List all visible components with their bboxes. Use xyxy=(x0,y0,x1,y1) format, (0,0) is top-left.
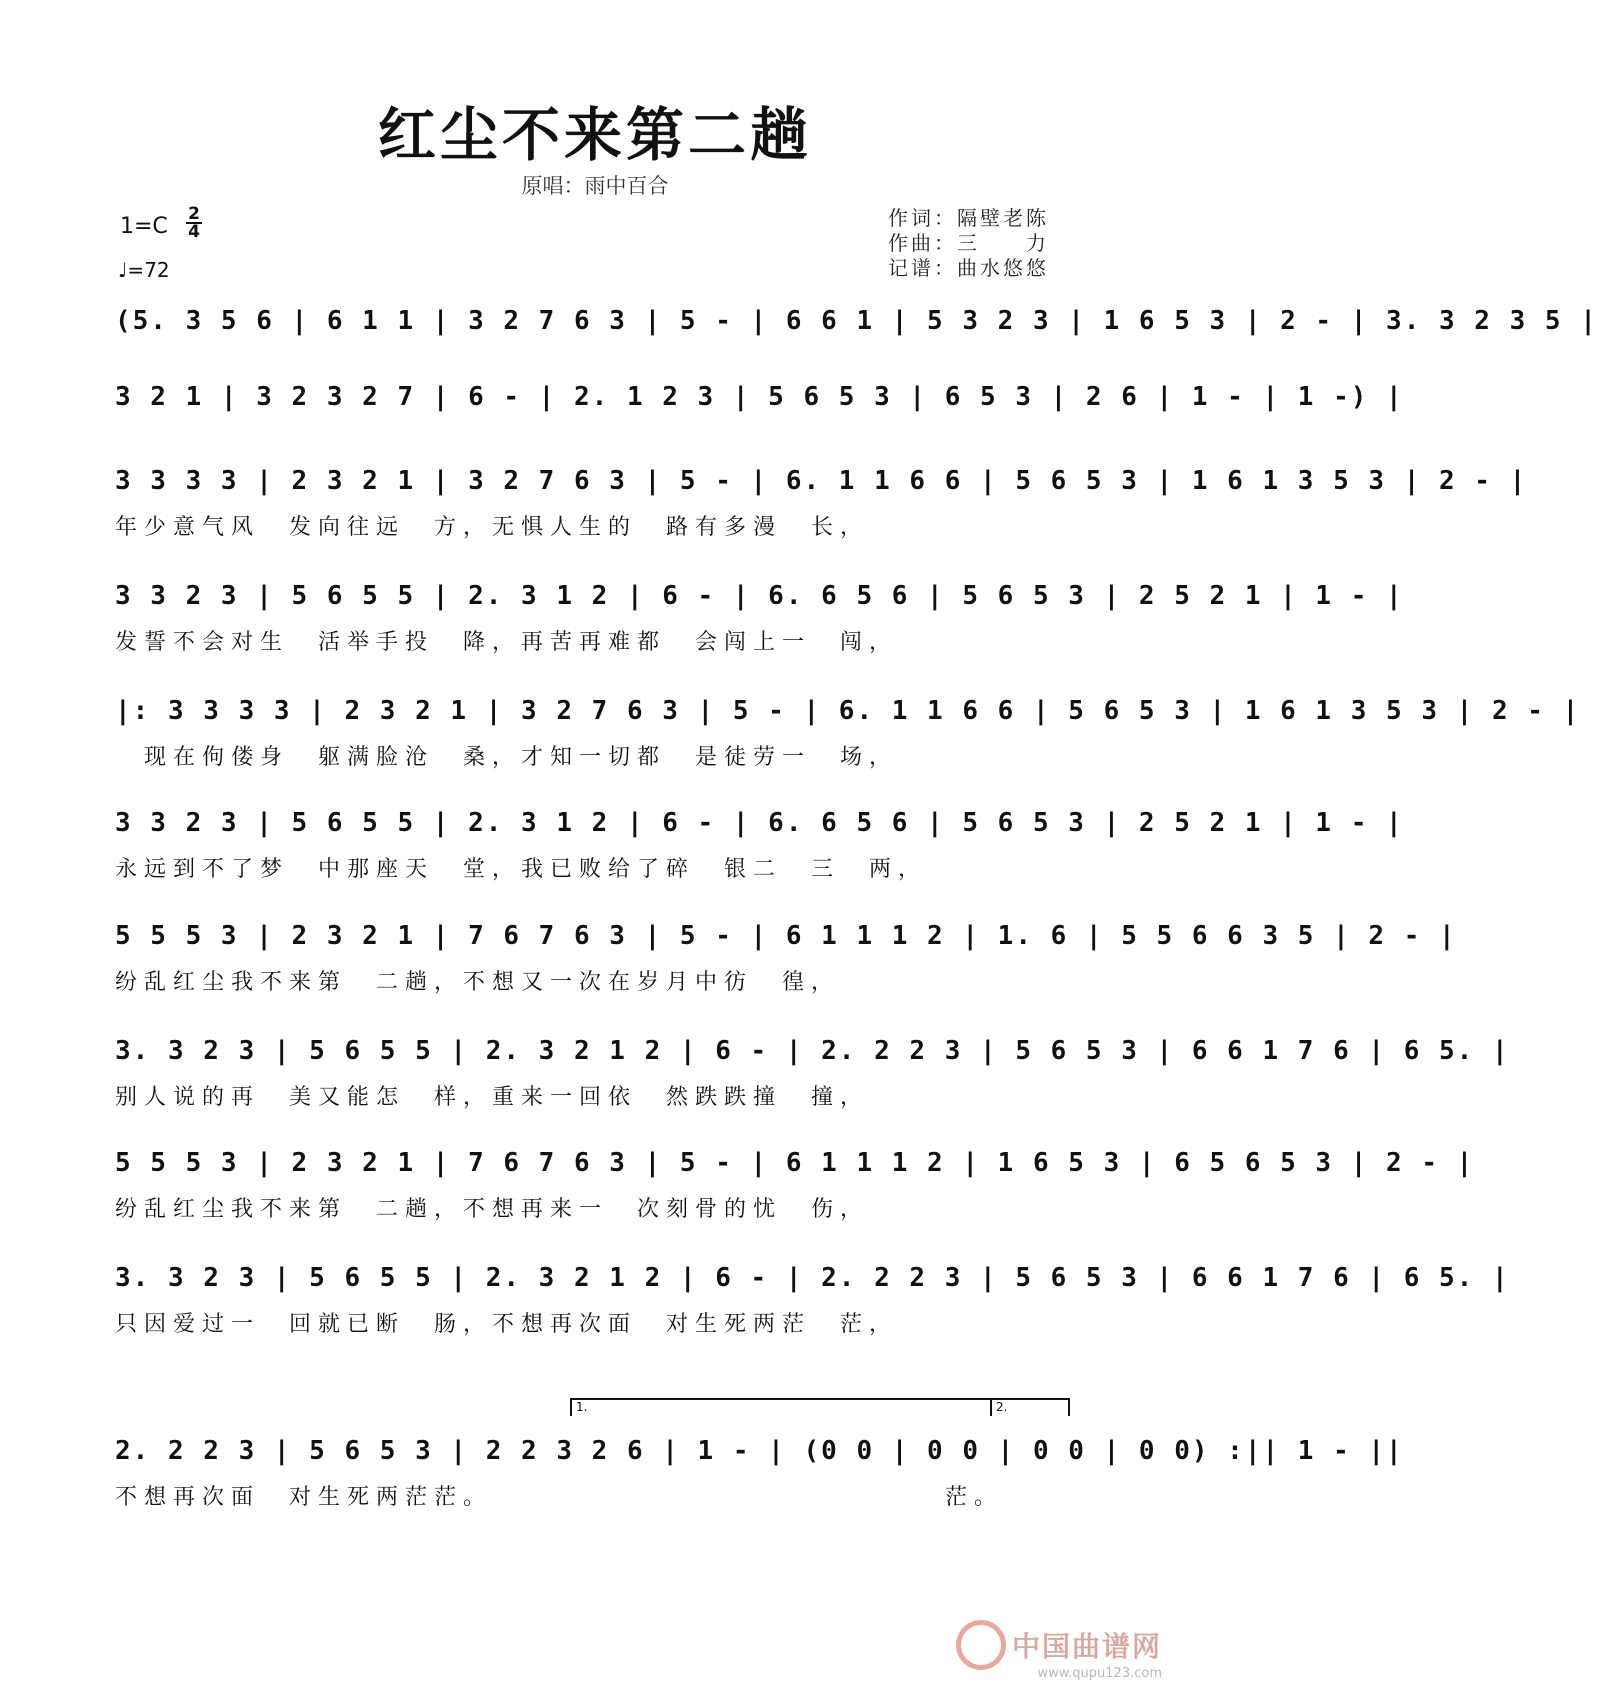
score-row-3 xyxy=(115,460,1528,516)
lyrics-line: 别人说的再 美又能怎 样，重来一回依 然跌跌撞 撞， xyxy=(115,1085,870,1110)
score-row-8 xyxy=(115,1030,1510,1086)
site-watermark xyxy=(956,1620,1162,1681)
lyrics-line: 只因爱过一 回就已断 肠，不想再次面 对生死两茫 茫， xyxy=(115,1312,899,1337)
notation-line: 3 2 1 | 3 2 3 2 7 | 6 - | 2. 1 2 3 | 5 6 5 3 | 6 5 3 | 2 6 | 1 - | 1 -) | xyxy=(115,382,1404,412)
notation-line: 5 5 5 3 | 2 3 2 1 | 7 6 7 6 3 | 5 - | 6 1 1 1 2 | 1. 6 | 5 5 6 6 3 5 | 2 - | xyxy=(115,921,1457,951)
score-row-1 xyxy=(115,300,1598,356)
credits-block xyxy=(888,206,1049,281)
volta-second-ending: 2. xyxy=(990,1398,1070,1416)
notation-line: 5 5 5 3 | 2 3 2 1 | 7 6 7 6 3 | 5 - | 6 1 1 1 2 | 1 6 5 3 | 6 5 6 5 3 | 2 - | xyxy=(115,1148,1475,1178)
time-sig-bottom: 4 xyxy=(188,222,200,242)
notation-line: 3. 3 2 3 | 5 6 5 5 | 2. 3 2 1 2 | 6 - | 2. 2 2 3 | 5 6 5 3 | 6 6 1 7 6 | 6 5. | xyxy=(115,1036,1510,1066)
notation-line: 3. 3 2 3 | 5 6 5 5 | 2. 3 2 1 2 | 6 - | 2. 2 2 3 | 5 6 5 3 | 6 6 1 7 6 | 6 5. | xyxy=(115,1263,1510,1293)
lyrics-line: 纷乱红尘我不来第 二趟，不想又一次在岁月中彷 徨， xyxy=(115,970,841,995)
notation-line: |: 3 3 3 3 | 2 3 2 1 | 3 2 7 6 3 | 5 - | 6. 1 1 6 6 | 5 6 5 3 | 1 6 1 3 5 3 | 2 - | xyxy=(115,696,1581,726)
score-row-2 xyxy=(115,376,1404,432)
watermark-url: www.qupu123.com xyxy=(1037,1666,1162,1681)
notation-line: 3 3 2 3 | 5 6 5 5 | 2. 3 1 2 | 6 - | 6. 6 5 6 | 5 6 5 3 | 2 5 2 1 | 1 - | xyxy=(115,808,1404,838)
notation-line: 3 3 3 3 | 2 3 2 1 | 3 2 7 6 3 | 5 - | 6. 1 1 6 6 | 5 6 5 3 | 1 6 1 3 5 3 | 2 - | xyxy=(115,466,1528,496)
lyrics-line: 纷乱红尘我不来第 二趟，不想再来一 次刻骨的忧 伤， xyxy=(115,1197,870,1222)
key-signature: 1=C xyxy=(120,214,168,239)
transcriber-credit: 记谱：曲水悠悠 xyxy=(888,256,1049,280)
score-row-11 xyxy=(115,1430,1404,1486)
lyrics-line: 年少意气风 发向往远 方，无惧人生的 路有多漫 长， xyxy=(115,515,870,540)
watermark-site-name: 中国曲谱网 xyxy=(1011,1630,1162,1663)
time-sig-top: 2 xyxy=(186,206,202,224)
lyrics-line: 现在佝偻身 躯满脸沧 桑，才知一切都 是徒劳一 场， xyxy=(115,745,899,770)
tempo-marking: ♩=72 xyxy=(118,258,170,282)
original-singer: 原唱：雨中百合 xyxy=(521,174,669,198)
notation-line: (5. 3 5 6 | 6 1 1 | 3 2 7 6 3 | 5 - | 6 6 1 | 5 3 2 3 | 1 6 5 3 | 2 - | 3. 3 2 3 5 | xyxy=(115,306,1598,336)
score-row-6 xyxy=(115,802,1404,858)
lyrics-line: 发誓不会对生 活举手投 降，再苦再难都 会闯上一 闯， xyxy=(115,630,899,655)
volta-first-ending: 1. xyxy=(570,1398,990,1416)
notation-line: 2. 2 2 3 | 5 6 5 3 | 2 2 3 2 6 | 1 - | (0 0 | 0 0 | 0 0 | 0 0) :|| 1 - || xyxy=(115,1436,1404,1466)
score-row-7 xyxy=(115,915,1457,971)
lyrics-line: 永远到不了梦 中那座天 堂，我已败给了碎 银二 三 两， xyxy=(115,857,928,882)
logo-icon xyxy=(956,1620,1006,1670)
song-title: 红尘不来第二趟 xyxy=(377,101,812,169)
lyricist-credit: 作词：隔壁老陈 xyxy=(888,206,1049,230)
notation-line: 3 3 2 3 | 5 6 5 5 | 2. 3 1 2 | 6 - | 6. 6 5 6 | 5 6 5 3 | 2 5 2 1 | 1 - | xyxy=(115,581,1404,611)
time-signature xyxy=(186,206,202,240)
lyrics-line: 不想再次面 对生死两茫茫。 茫。 xyxy=(115,1485,1004,1510)
score-row-5 xyxy=(115,690,1581,746)
score-row-9 xyxy=(115,1142,1475,1198)
score-row-4 xyxy=(115,575,1404,631)
score-row-10 xyxy=(115,1257,1510,1313)
composer-credit: 作曲：三 力 xyxy=(888,231,1049,255)
